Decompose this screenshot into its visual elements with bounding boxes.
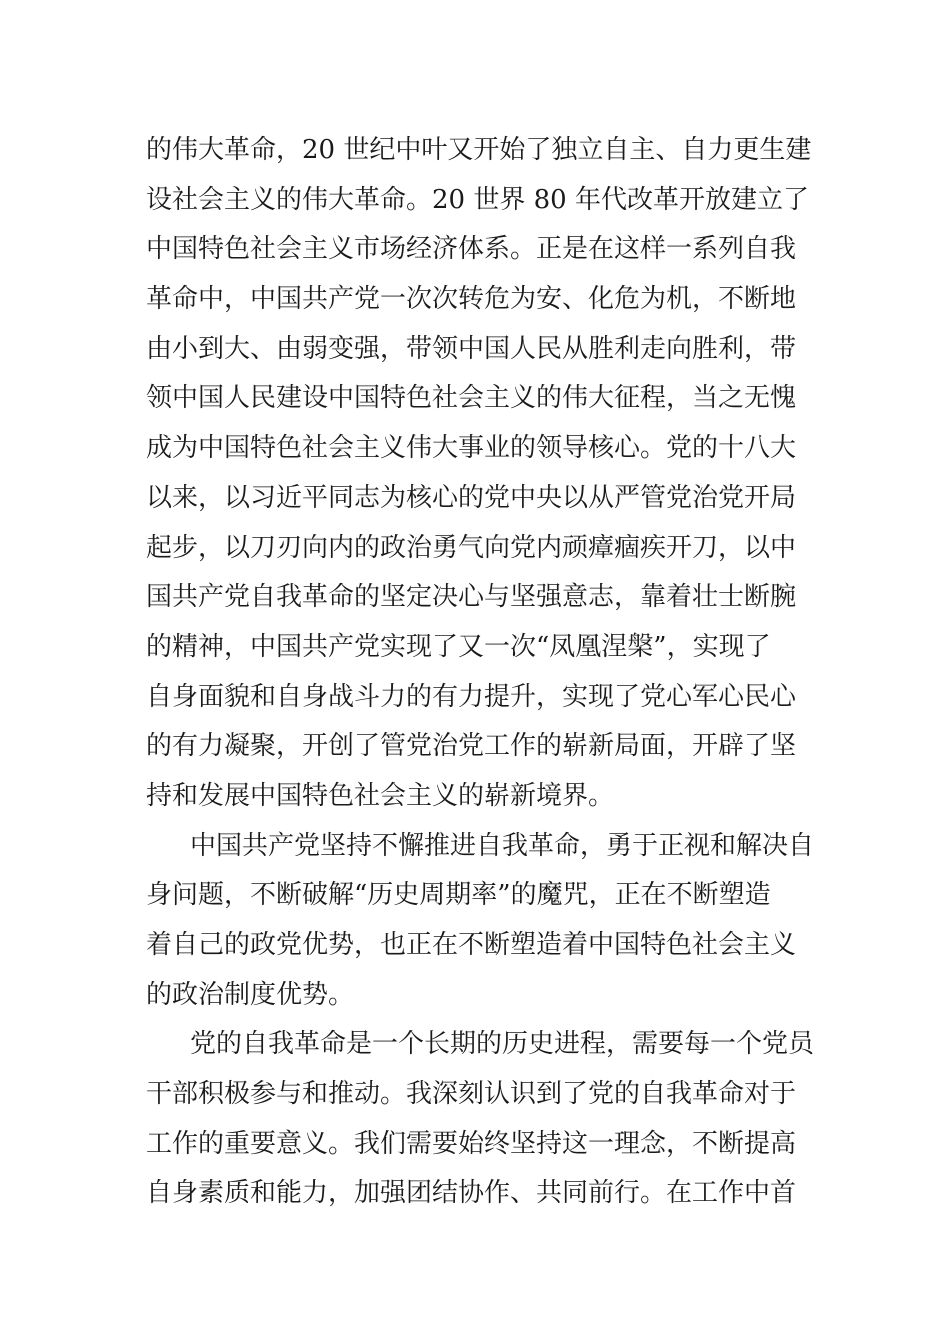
text-line: 干部积极参与和推动。我深刻认识到了党的自我革命对于 [146, 1079, 797, 1110]
text-line: 领中国人民建设中国特色社会主义的伟大征程，当之无愧 [146, 383, 797, 414]
text-line: 中国特色社会主义市场经济体系。正是在这样一系列自我 [146, 234, 797, 265]
text-line: 自身素质和能力，加强团结协作、共同前行。在工作中首 [146, 1178, 797, 1209]
text-line: 持和发展中国特色社会主义的崭新境界。 [146, 780, 615, 811]
text-line: 由小到大、由弱变强，带领中国人民从胜利走向胜利，带 [146, 333, 797, 364]
text-line: 着自己的政党优势，也正在不断塑造着中国特色社会主义 [146, 930, 797, 960]
paragraph-first-line: 党的自我革命是一个长期的历史进程，需要每一个党员 [190, 1029, 815, 1060]
text-line: 的精神，中国共产党实现了又一次“凤凰涅槃”，实现了 [146, 631, 771, 662]
text-line: 工作的重要意义。我们需要始终坚持这一理念，不断提高 [146, 1128, 797, 1159]
text-line: 起步，以刀刃向内的政治勇气向党内顽瘴痼疾开刀，以中 [146, 532, 797, 563]
text-line: 以来，以习近平同志为核心的党中央以从严管党治党开局 [146, 482, 797, 513]
text-line: 的伟大革命，20 世纪中叶又开始了独立自主、自力更生建 [146, 135, 812, 165]
text-line: 成为中国特色社会主义伟大事业的领导核心。党的十八大 [146, 433, 797, 464]
text-line: 革命中，中国共产党一次次转危为安、化危为机，不断地 [146, 284, 797, 315]
text-line: 身问题，不断破解“历史周期率”的魔咒，正在不断塑造 [146, 880, 771, 911]
body-text [146, 126, 826, 1219]
text-line: 国共产党自我革命的坚定决心与坚强意志，靠着壮士断腕 [146, 582, 797, 613]
text-line: 设社会主义的伟大革命。20 世界 80 年代改革开放建立了 [146, 184, 809, 215]
text-line: 的政治制度优势。 [146, 979, 355, 1010]
text-line: 自身面貌和自身战斗力的有力提升，实现了党心军心民心 [146, 681, 797, 712]
paragraph-first-line: 中国共产党坚持不懈推进自我革命，勇于正视和解决自 [190, 830, 815, 861]
text-line: 的有力凝聚，开创了管党治党工作的崭新局面，开辟了坚 [146, 731, 797, 762]
